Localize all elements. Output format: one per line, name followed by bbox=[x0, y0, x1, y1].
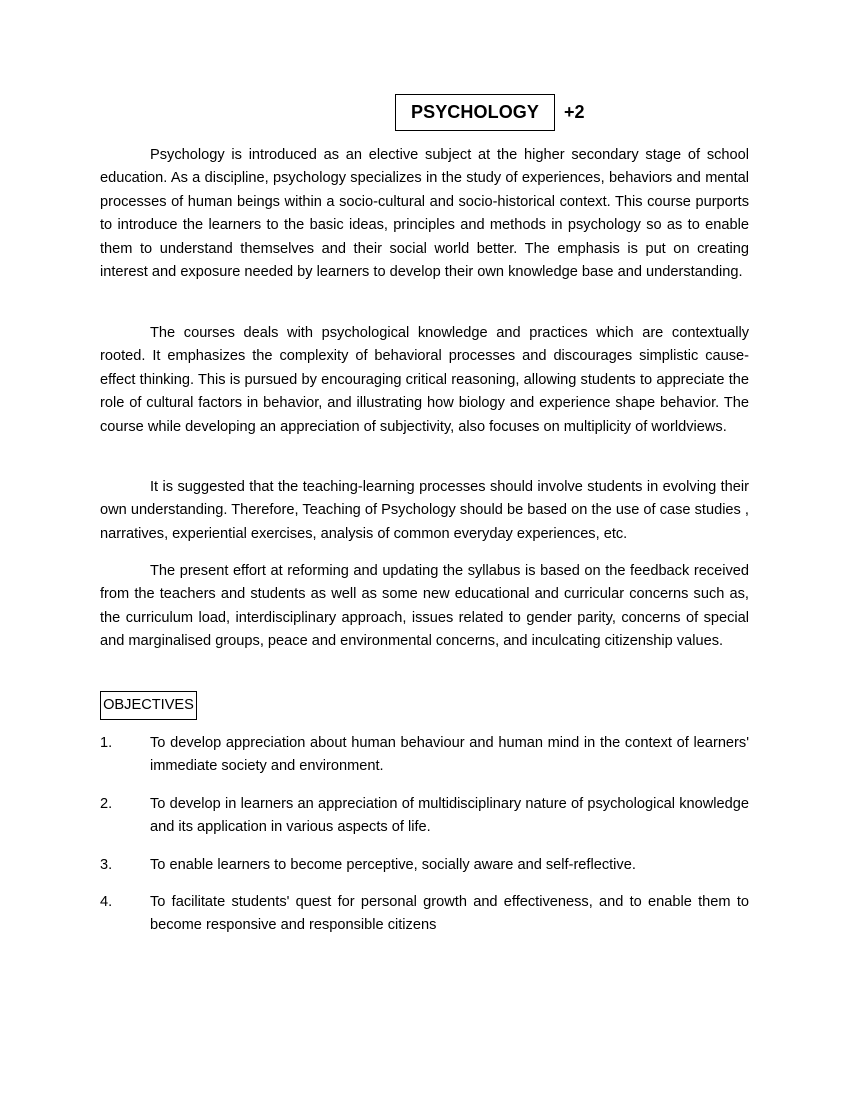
objective-number: 4. bbox=[100, 894, 113, 911]
objectives-list bbox=[100, 732, 749, 952]
objective-number: 3. bbox=[100, 856, 113, 873]
objective-item bbox=[100, 793, 749, 840]
page-title-suffix: +2 bbox=[564, 102, 585, 122]
objective-text: To enable learners to become perceptive, socially aware and self-reflective. bbox=[150, 856, 636, 873]
teaching-paragraph: It is suggested that the teaching-learning processes should involve students in evolving their own understanding. Therefore, Teaching of Psychology should be based on the use of case studies , narratives, experiential exercises, analysis of common everyday experiences, etc. bbox=[100, 479, 749, 542]
page-header bbox=[395, 94, 585, 131]
objective-text: To develop in learners an appreciation of multidisciplinary nature of psychological knowledge and its application in various aspects of life. bbox=[150, 795, 749, 836]
objective-item bbox=[100, 854, 749, 877]
syllabus-paragraph: The present effort at reforming and updating the syllabus is based on the feedback received from the teachers and students as well as some new educational and curricular concerns such as, the curriculum load, interdisciplinary approach, issues related to gender parity, concerns of special and marginalised groups, peace and environmental concerns, and inculcating citizenship values. bbox=[100, 563, 749, 650]
objective-number: 2. bbox=[100, 795, 113, 812]
objectives-heading: OBJECTIVES bbox=[100, 691, 197, 720]
objective-number: 1. bbox=[100, 735, 113, 751]
intro-paragraph: Psychology is introduced as an elective subject at the higher secondary stage of school education. As a discipline, psychology specializes in the study of experiences, behaviors and mental processes of human beings within a socio-cultural and socio-historical context. This course purports to introduce the learners to the basic ideas, principles and methods in psychology so as to enable them to understand themselves and their social world better. The emphasis is put on creating interest and exposure needed by learners to develop their own knowledge base and understanding. bbox=[100, 147, 749, 281]
page-title: PSYCHOLOGY bbox=[395, 94, 555, 131]
objective-item bbox=[100, 891, 749, 938]
objective-text: To develop appreciation about human behaviour and human mind in the context of learners' immediate society and environment. bbox=[150, 735, 749, 775]
objective-text: To facilitate students' quest for personal growth and effectiveness, and to enable them to become responsive and responsible citizens bbox=[150, 894, 749, 934]
course-paragraph: The courses deals with psychological knowledge and practices which are contextually rooted. It emphasizes the complexity of behavioral processes and discourages simplistic cause-effect thinking. This is pursued by encouraging critical reasoning, allowing students to appreciate the role of cultural factors in behavior, and illustrating how biology and experience shape behavior. The course while developing an appreciation of subjectivity, also focuses on multiplicity of worldviews. bbox=[100, 325, 749, 435]
objective-item bbox=[100, 732, 749, 779]
